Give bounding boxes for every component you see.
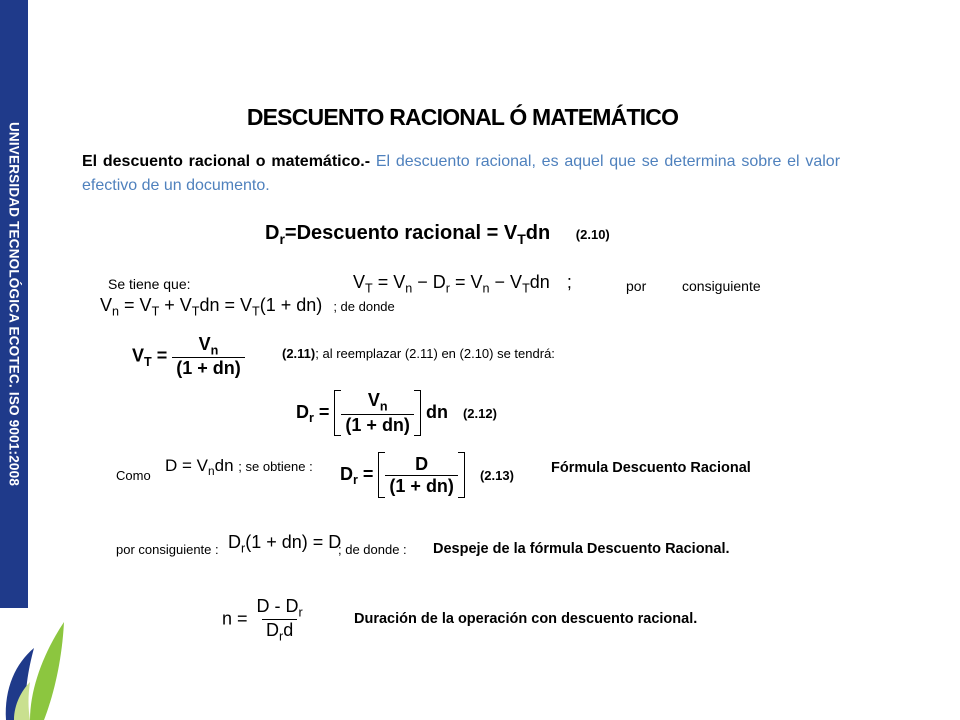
formula-duracion: n = $\frac{D - D_r}{D_rd}$	[222, 596, 303, 644]
formula-despeje: $D_r(1 + dn) = D$	[228, 532, 342, 556]
formula-label: Fórmula Descuento Racional	[551, 460, 751, 476]
despeje-label: Despeje de la fórmula Descuento Racional.	[433, 541, 730, 557]
intro-term: El descuento racional o matemático	[82, 153, 361, 170]
formula-2-12: $D_r$ = $\frac{V_n}{(1 + dn)}$ dn (2.12)	[296, 390, 497, 435]
university-name: UNIVERSIDAD TECNOLÓGICA ECOTEC. ISO 9001:2008	[6, 121, 22, 487]
formula-2-11: $V_T$ = $\frac{V_n}{(1 + dn)}$	[132, 334, 245, 379]
intro-paragraph	[82, 150, 840, 198]
intro-definition: El descuento racional, es aquel que se determina sobre el valor efectivo de un documento.	[82, 153, 841, 194]
formula-2-10: $D_r=Descuento$ racional = $V_Tdn$ (2.10)	[265, 222, 610, 247]
sidebar-banner	[0, 0, 28, 608]
intro-sep: .-	[360, 153, 376, 170]
formula-vt-definition: $V_T = V_n - D_r = V_n - V_Tdn$ ;	[353, 272, 572, 296]
ecotec-logo	[0, 608, 70, 720]
duracion-label: Duración de la operación con descuento racional.	[354, 611, 698, 627]
page-title: DESCUENTO RACIONAL Ó MATEMÁTICO	[246, 104, 679, 130]
se-tiene-que-label: Se tiene que:	[108, 276, 191, 292]
por-consiguiente-label: por consiguiente :	[116, 542, 219, 557]
formula-vn-expansion: $V_n = V_T + V_Tdn = V_T(1 + dn)$ ; de donde	[100, 295, 395, 319]
formula-2-11-note: (2.11); al reemplazar (2.11) en (2.10) se tendrá:	[282, 346, 555, 361]
como-label: Como	[116, 468, 151, 483]
de-donde-label: ; de donde :	[338, 542, 407, 557]
formula-2-13: $D_r$ = $\frac{D}{(1 + dn)}$ (2.13)	[340, 452, 514, 498]
formula-d-definition: $D = V_ndn$ ; se obtiene :	[165, 456, 313, 479]
consiguiente-label: consiguiente	[682, 278, 761, 294]
por-label: por	[626, 278, 647, 294]
